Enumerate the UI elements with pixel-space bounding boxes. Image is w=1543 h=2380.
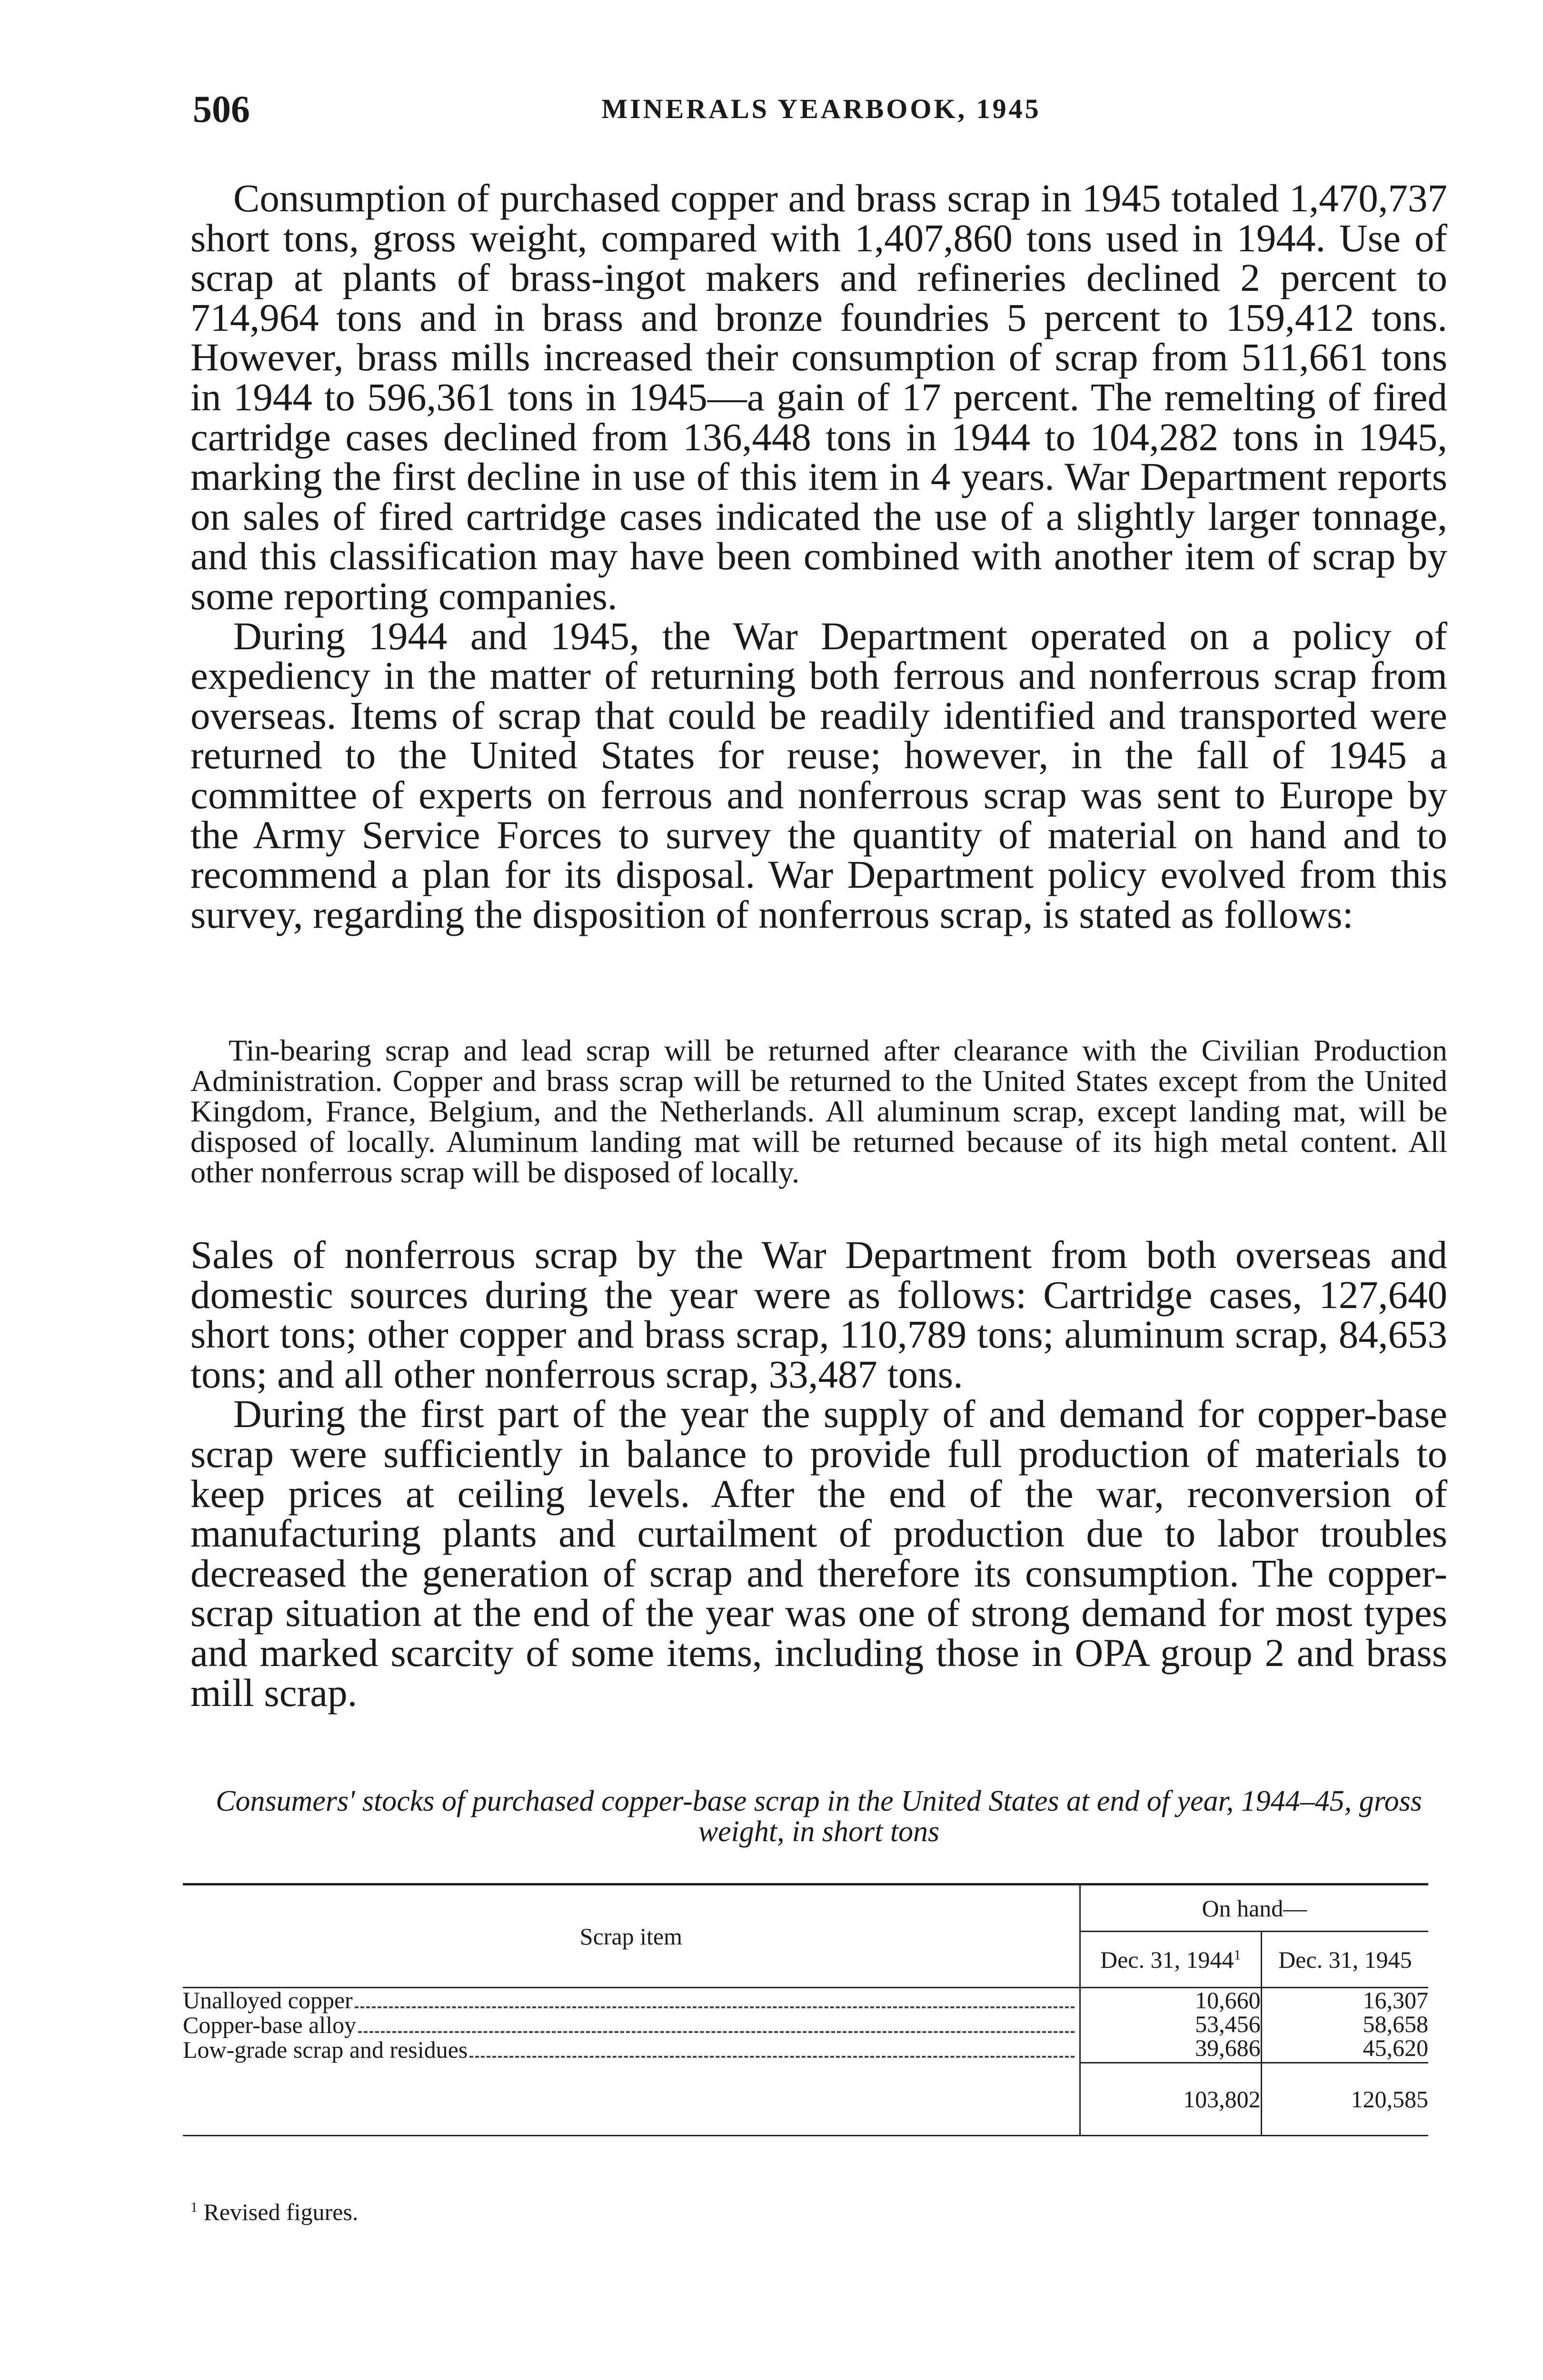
- body-text-section-1: [190, 178, 1447, 934]
- paragraph-supply-demand: During the first part of the year the supply of and demand for copper-base scrap were sufficiently in balance to provide full production of materials to keep prices at ceiling levels. After the end of the war, reconversion of manufacturing plants and curtailment of production due to labor troubles decreased the generation of scrap and therefore its consumption. The copper-scrap situation at the end of the year was one of strong demand for most types and marked scarcity of some items, including those in OPA group 2 and brass mill scrap.: [190, 1392, 1447, 1715]
- page-number: 506: [193, 89, 250, 130]
- total-row-spacer: [183, 2063, 1080, 2135]
- page-header: [193, 88, 1450, 140]
- cell-value: 10,660: [1195, 1987, 1261, 2013]
- column-header-1944-label: Dec. 31, 1944: [1100, 1946, 1234, 1973]
- table-footnote: [190, 2198, 358, 2226]
- dot-leader: [469, 2055, 1074, 2058]
- dot-leader: [355, 2005, 1075, 2008]
- row-label: Copper-base alloy: [183, 2012, 357, 2038]
- body-text-section-2: [190, 1235, 1447, 1713]
- row-label: Low-grade scrap and residues: [183, 2036, 468, 2063]
- dot-leader: [358, 2030, 1075, 2033]
- total-1945: 120,585: [1261, 2063, 1428, 2135]
- table-title: Consumers' stocks of purchased copper-base scrap in the United States at end of year, 1944–45, gross weight, in short tons: [216, 1785, 1422, 1848]
- paragraph-consumption: Consumption of purchased copper and brass scrap in 1945 totaled 1,470,737 short tons, gross weight, compared with 1,407,860 tons used in 1944. Use of scrap at plants of brass-ingot makers and refineries declined 2 percent to 714,964 tons and in brass and bronze foundries 5 percent to 159,412 tons. However, brass mills increased their consumption of scrap from 511,661 tons in 1944 to 596,361 tons in 1945—a gain of 17 percent. The remelting of fired cartridge cases declined from 136,448 tons in 1944 to 104,282 tons in 1945, marking the first decline in use of this item in 4 years. War Department reports on sales of fired cartridge cases indicated the use of a slightly larger tonnage, and this classification may have been combined with another item of scrap by some reporting companies.: [190, 176, 1447, 618]
- cell-value: 16,307: [1363, 1987, 1428, 2013]
- cell-value: 58,658: [1363, 2011, 1428, 2037]
- total-1944: 103,802: [1080, 2063, 1261, 2135]
- item-column: [183, 1988, 1080, 2063]
- footnote-text: Revised figures.: [203, 2199, 358, 2225]
- column-header-1944: [1080, 1932, 1261, 1988]
- cell-value: 53,456: [1195, 2011, 1261, 2037]
- stub-header: Scrap item: [183, 1884, 1080, 1988]
- footnote-mark: 1: [190, 2199, 198, 2215]
- cell-value: 39,686: [1195, 2034, 1261, 2061]
- policy-extract: [190, 1035, 1447, 1188]
- running-title: MINERALS YEARBOOK, 1945: [601, 93, 1041, 124]
- column-header-1945: Dec. 31, 1945: [1261, 1932, 1428, 1988]
- values-1944: [1080, 1988, 1261, 2063]
- stocks-table-wrapper: [183, 1883, 1428, 2136]
- stocks-table: [183, 1883, 1428, 2136]
- table-row-low-grade-scrap: [183, 2038, 1079, 2063]
- footnote-marker: 1: [1234, 1946, 1241, 1963]
- group-header: On hand—: [1080, 1884, 1428, 1932]
- paragraph-sales: Sales of nonferrous scrap by the War Department from both overseas and domestic sources during the year were as follows: Cartridge cases, 127,640 short tons; other copper and brass scrap, 110,789 tons; aluminum scrap, 84,653 tons; and all other nonferrous scrap, 33,487 tons.: [190, 1233, 1447, 1396]
- cell-value: 45,620: [1363, 2034, 1428, 2061]
- row-label: Unalloyed copper: [183, 1987, 353, 2013]
- table-row-unalloyed-copper: [183, 1988, 1079, 2013]
- values-1945: [1261, 1988, 1428, 2063]
- extract-text: Tin-bearing scrap and lead scrap will be returned after clearance with the Civilian Production Administration. Copper and brass scrap will be returned to the United States except from the United Kingdom, France, Belgium, and the Netherlands. All aluminum scrap, except landing mat, will be disposed of locally. Aluminum landing mat will be returned because of its high metal content. All other nonferrous scrap will be disposed of locally.: [190, 1033, 1447, 1189]
- table-row-copper-base-alloy: [183, 2013, 1079, 2038]
- paragraph-war-department-policy: During 1944 and 1945, the War Department operated on a policy of expediency in the matter of returning both ferrous and nonferrous scrap from overseas. Items of scrap that could be readily identified and transported were returned to the United States for reuse; however, in the fall of 1945 a committee of experts on ferrous and nonferrous scrap was sent to Europe by the Army Service Forces to survey the quantity of material on hand and to recommend a plan for its disposal. War Department policy evolved from this survey, regarding the disposition of nonferrous scrap, is stated as follows:: [190, 614, 1447, 936]
